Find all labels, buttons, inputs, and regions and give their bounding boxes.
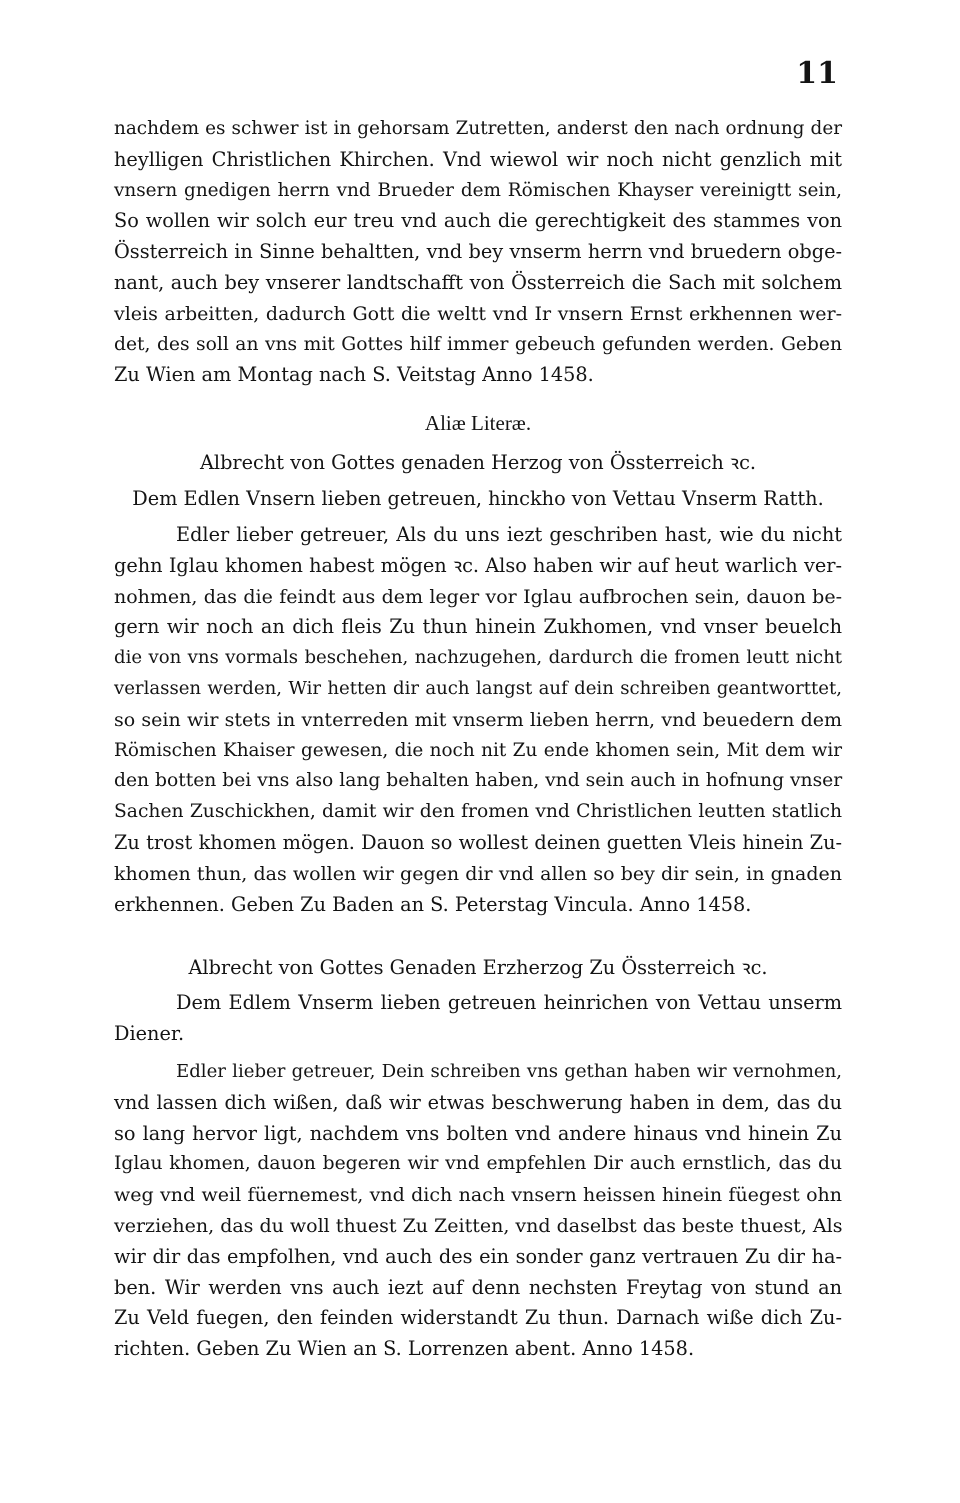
text-line: vnsern gnedigen herrn vnd Brueder dem Römischen Khayser vereinigtt sein, <box>114 179 842 201</box>
text-line: So wollen wir solch eur treu vnd auch die gerechtigkeit des stammes von <box>114 209 842 233</box>
text-line: verlassen werden, Wir hetten dir auch langst auf dein schreiben geantworttet, <box>114 677 842 699</box>
text-line: gern wir noch an dich fleis Zu thun hinein Zukhomen, vnd vnser beuelch <box>114 615 842 639</box>
text-line: nohmen, das die feindt aus dem leger vor Iglau aufbrochen sein, dauon be- <box>114 585 842 608</box>
text-line: die von vns vormals beschehen, nachzugehen, dardurch die fromen leutt nicht <box>114 647 842 669</box>
text-line: Dem Edlem Vnserm lieben getreuen heinrichen von Vettau unserm <box>176 991 842 1014</box>
text-line: Edler lieber getreuer, Als du uns iezt geschriben hast, wie du nicht <box>176 523 842 546</box>
text-line: so lang hervor ligt, nachdem vns bolten vnd andere hinaus vnd hinein Zu <box>114 1121 842 1145</box>
text-line: Römischen Khaiser gewesen, die noch nit Zu ende khomen sein, Mit dem wir <box>114 739 842 761</box>
text-line: Össterreich in Sinne behaltten, vnd bey vnserm herrn vnd bruedern obge- <box>114 240 842 264</box>
letter-paragraph-1 <box>114 114 842 391</box>
text-line: Diener. <box>114 1021 185 1045</box>
letter-paragraph-2 <box>114 520 842 920</box>
page-number: 11 <box>796 56 838 91</box>
letter-paragraph-3 <box>114 1057 842 1365</box>
text-line: Zu Veld fuegen, den feinden widerstandt Zu thun. Darnach wiße dich Zu- <box>114 1306 842 1330</box>
text-line: heylligen Christlichen Khirchen. Vnd wiewol wir noch nicht genzlich mit <box>114 147 842 171</box>
text-line: richten. Geben Zu Wien an S. Lorrenzen abent. Anno 1458. <box>114 1337 695 1361</box>
section-heading-aliae-literae: Aliæ Literæ. <box>424 411 532 435</box>
text-line: den botten bei vns also lang behalten haben, vnd sein auch in hofnung vnser <box>114 770 843 792</box>
letter-sender-heading-2: Albrecht von Gottes Genaden Erzherzog Zu Össterreich ꝛc. <box>188 956 768 979</box>
text-line: khomen thun, das wollen wir gegen dir vnd allen so bey dir sein, in gnaden <box>114 862 842 885</box>
text-line: Zu Wien am Montag nach S. Veitstag Anno 1458. <box>114 363 594 387</box>
text-line: so sein wir stets in vnterreden mit vnserm lieben herrn, vnd beuedern dem <box>114 708 842 731</box>
text-line: nant, auch bey vnserer landtschafft von Össterreich die Sach mit solchem <box>114 270 842 294</box>
letter-address-2 <box>114 988 842 1050</box>
text-line: wir dir das empfolhen, vnd auch des ein sonder ganz vertrauen Zu dir ha- <box>114 1244 842 1268</box>
text-line: verziehen, das du woll thuest Zu Zeitten, vnd daselbst das beste thuest, Als <box>114 1214 843 1237</box>
text-line: ben. Wir werden vns auch iezt auf denn nechsten Freytag von stund an <box>114 1275 842 1299</box>
text-line: Zu trost khomen mögen. Dauon so wollest deinen guetten Vleis hinein Zu- <box>114 830 842 854</box>
letter-sender-heading: Albrecht von Gottes genaden Herzog von Össterreich ꝛc. <box>199 451 757 474</box>
text-line: weg vnd weil füernemest, vnd dich nach vnsern heissen hinein füegest ohn <box>114 1184 842 1207</box>
text-line: Sachen Zuschickhen, damit wir den fromen vnd Christlichen leutten statlich <box>114 801 842 823</box>
text-line: erkhennen. Geben Zu Baden an S. Peterstag Vincula. Anno 1458. <box>114 892 752 916</box>
text-line: det, des soll an vns mit Gottes hilf immer gebeuch gefunden werden. Geben <box>114 333 842 355</box>
text-line: nachdem es schwer ist in gehorsam Zutretten, anderst den nach ordnung der <box>114 118 842 139</box>
text-line: Edler lieber getreuer, Dein schreiben vns gethan haben wir vernohmen, <box>176 1061 842 1082</box>
letter-address: Dem Edlen Vnsern lieben getreuen, hinckho von Vettau Vnserm Ratth. <box>132 487 824 510</box>
text-line: vnd lassen dich wißen, daß wir etwas beschwerung haben in dem, das du <box>114 1090 842 1114</box>
text-line: Iglau khomen, dauon begeren wir vnd empfehlen Dir auch ernstlich, das du <box>114 1153 842 1175</box>
text-line: gehn Iglau khomen habest mögen ꝛc. Also haben wir auf heut warlich ver- <box>114 553 842 577</box>
text-line: vleis arbeitten, dadurch Gott die weltt vnd Ir vnsern Ernst erkhennen wer- <box>114 302 842 325</box>
